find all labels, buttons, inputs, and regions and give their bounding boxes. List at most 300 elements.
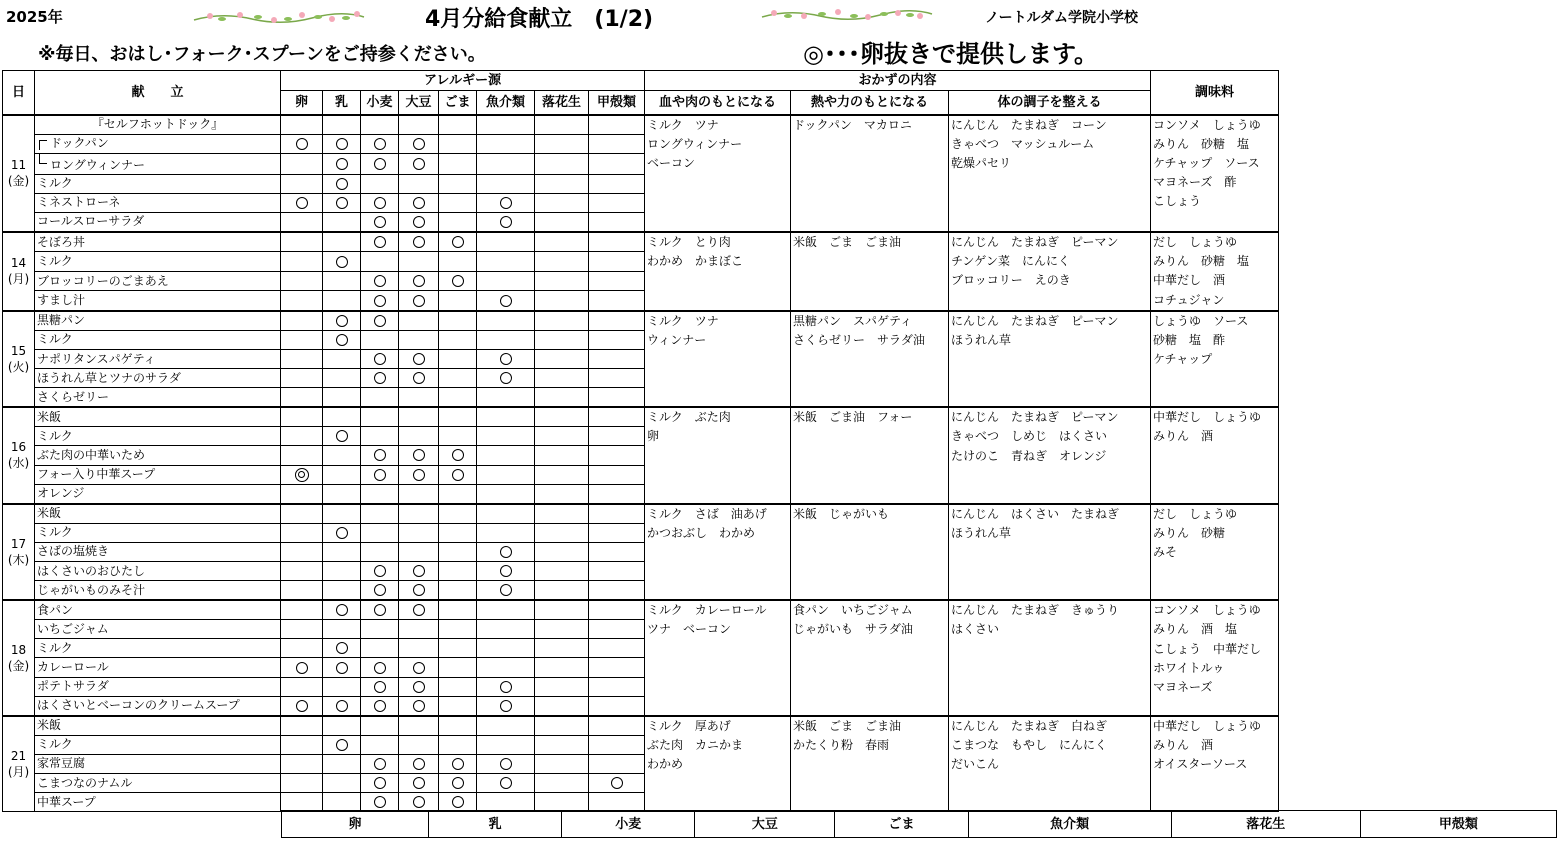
allergen-circle-icon (374, 216, 386, 228)
allergen-cell (589, 484, 645, 504)
allergen-circle-icon (296, 197, 308, 209)
dish-cell (35, 388, 281, 408)
day-of-week: (金) (7, 658, 30, 673)
blood-line: かつおぶし わかめ (647, 525, 756, 540)
blood-cell (645, 232, 791, 311)
allergen-cell (281, 311, 323, 331)
allergen-cell (399, 311, 439, 331)
body-cell (949, 504, 1151, 600)
seasoning-line: みそ (1153, 545, 1178, 560)
body-line: ほうれん草 (951, 525, 1012, 540)
allergen-cell (535, 212, 589, 232)
allergen-cell (439, 600, 477, 620)
dish-cell (35, 232, 281, 252)
day-cell (3, 600, 35, 716)
allergen-circle-icon (336, 315, 348, 327)
dish-name: ぶた肉の中華いため (37, 447, 146, 462)
allergen-cell (589, 212, 645, 232)
allergen-circle-icon (374, 604, 386, 616)
allergen-cell (477, 388, 535, 408)
energy-cell (791, 716, 949, 812)
allergen-cell (399, 793, 439, 812)
allergen-cell (399, 193, 439, 212)
allergen-cell (361, 620, 399, 639)
day-number: 18 (10, 642, 27, 657)
body-line: こまつな もやし にんにく (951, 737, 1108, 752)
blood-line: ミルク ツナ (647, 313, 719, 328)
allergen-cell (589, 735, 645, 754)
allergen-cell (323, 193, 361, 212)
day-cell (3, 311, 35, 407)
allergen-circle-icon (374, 681, 386, 693)
allergen-cell (439, 562, 477, 581)
header-blood: 血や肉のもとになる (645, 91, 791, 115)
allergen-circle-icon (452, 777, 464, 789)
dish-name: こまつなのナムル (37, 775, 133, 790)
allergen-cell (439, 330, 477, 349)
day-of-week: (水) (7, 456, 30, 471)
seasoning-line: マヨネーズ (1153, 680, 1213, 694)
energy-line: ドックパン マカロニ (793, 117, 912, 132)
allergen-cell (535, 600, 589, 620)
seasoning-cell (1151, 311, 1279, 407)
allergen-cell (361, 271, 399, 290)
allergen-cell (323, 232, 361, 252)
allergen-cell (477, 696, 535, 716)
allergen-cell (281, 658, 323, 677)
allergen-cell (323, 271, 361, 290)
allergen-cell (535, 134, 589, 153)
allergen-cell (535, 754, 589, 773)
allergen-cell (323, 349, 361, 368)
dish-cell (35, 620, 281, 639)
blood-line: ベーコン (647, 155, 696, 170)
footer-allergen: 落花生 (1171, 811, 1360, 838)
allergen-cell (399, 232, 439, 252)
allergen-circle-icon (413, 236, 425, 248)
allergen-cell (323, 330, 361, 349)
allergen-circle-icon (413, 295, 425, 307)
allergen-cell (399, 115, 439, 135)
allergen-circle-icon (296, 138, 308, 150)
allergen-cell (477, 600, 535, 620)
allergen-cell (361, 407, 399, 427)
allergen-cell (323, 465, 361, 484)
allergen-cell (477, 349, 535, 368)
allergen-cell (323, 774, 361, 793)
allergen-cell (323, 291, 361, 311)
allergen-cell (439, 620, 477, 639)
allergen-circle-icon (374, 758, 386, 770)
allergen-cell (399, 581, 439, 601)
allergen-cell (399, 427, 439, 446)
allergen-cell (323, 369, 361, 388)
allergen-cell (323, 504, 361, 524)
allergen-circle-icon (500, 758, 512, 770)
body-cell (949, 600, 1151, 716)
dish-name: はくさいのおひたし (37, 563, 146, 578)
allergen-cell (361, 446, 399, 465)
seasoning-line: オイスターソース (1153, 757, 1248, 772)
menu-table (2, 70, 1279, 812)
allergen-cell (361, 134, 399, 153)
body-line: にんじん たまねぎ 白ねぎ (951, 718, 1108, 733)
day-number: 11 (10, 158, 27, 173)
blood-line: ミルク ぶた肉 (647, 410, 731, 425)
allergen-cell (361, 658, 399, 677)
allergen-cell (281, 754, 323, 773)
dish-name: ミルク (37, 525, 73, 540)
allergen-cell (399, 349, 439, 368)
allergen-cell (477, 232, 535, 252)
allergen-circle-icon (413, 565, 425, 577)
allergen-circle-icon (336, 256, 348, 268)
allergen-cell (439, 153, 477, 174)
dish-cell (35, 193, 281, 212)
dish-name: すまし汁 (37, 293, 86, 308)
allergen-cell (361, 793, 399, 812)
allergen-cell (361, 115, 399, 135)
allergen-cell (361, 484, 399, 504)
energy-line: 米飯 ごま ごま油 (793, 718, 902, 733)
allergen-cell (323, 407, 361, 427)
allergen-cell (589, 232, 645, 252)
energy-line: 黒糖パン スパゲティ (793, 313, 913, 328)
allergen-cell (477, 369, 535, 388)
seasoning-line: みりん 酒 塩 (1153, 622, 1238, 637)
menu-row (3, 407, 1279, 427)
allergen-circle-icon (374, 796, 386, 808)
allergen-circle-icon (374, 372, 386, 384)
allergen-cell (439, 581, 477, 601)
day-of-week: (木) (7, 552, 30, 567)
allergen-circle-icon (500, 372, 512, 384)
allergen-circle-icon (374, 158, 386, 170)
allergen-cell (589, 446, 645, 465)
allergen-circle-icon (500, 197, 512, 209)
allergen-cell (399, 388, 439, 408)
allergen-cell (361, 212, 399, 232)
allergen-cell (477, 562, 535, 581)
allergen-cell (477, 407, 535, 427)
allergen-cell (477, 427, 535, 446)
blood-line: ミルク とり肉 (647, 234, 731, 249)
allergen-cell (399, 600, 439, 620)
allergen-cell (439, 542, 477, 561)
footer-allergen: 小麦 (562, 811, 695, 838)
allergen-circle-icon (500, 584, 512, 596)
allergen-cell (477, 658, 535, 677)
allergen-cell (281, 271, 323, 290)
dish-cell (35, 311, 281, 331)
dish-cell (35, 754, 281, 773)
allergen-cell (589, 252, 645, 271)
blood-cell (645, 716, 791, 812)
seasoning-line: しょうゆ ソース (1153, 313, 1249, 328)
allergen-cell (589, 793, 645, 812)
allergen-cell (281, 232, 323, 252)
allergen-cell (477, 754, 535, 773)
dish-name: 米飯 (37, 718, 62, 733)
allergen-cell (589, 271, 645, 290)
seasoning-line: みりん 砂糖 塩 (1153, 254, 1250, 269)
allergen-circle-icon (413, 758, 425, 770)
day-cell (3, 407, 35, 503)
allergen-cell (439, 134, 477, 153)
allergen-circle-icon (500, 565, 512, 577)
menu-row (3, 504, 1279, 524)
allergen-cell (281, 696, 323, 716)
school-name: ノートルダム学院小学校 (985, 10, 1139, 26)
body-line: チンゲン菜 にんにく (951, 254, 1070, 269)
header-menu: 献 立 (35, 71, 281, 115)
allergen-cell (361, 369, 399, 388)
day-of-week: (月) (7, 764, 30, 779)
menu-row (3, 115, 1279, 135)
allergen-cell (361, 639, 399, 658)
allergen-cell (535, 696, 589, 716)
allergen-cell (439, 369, 477, 388)
body-line: にんじん はくさい たまねぎ (951, 506, 1120, 521)
energy-line: 食パン いちごジャム (793, 603, 913, 618)
allergen-cell (477, 465, 535, 484)
allergen-cell (361, 600, 399, 620)
allergen-cell (399, 465, 439, 484)
allergen-cell (589, 774, 645, 793)
allergen-cell (399, 484, 439, 504)
allergen-cell (589, 311, 645, 331)
dish-name: ミルク (37, 254, 73, 269)
seasoning-line: マヨネーズ 酢 (1153, 175, 1237, 190)
dish-cell (35, 153, 281, 174)
dish-name: さくらゼリー (37, 389, 110, 404)
day-cell (3, 504, 35, 600)
allergen-cell (477, 523, 535, 542)
dish-name: そぼろ丼 (37, 234, 86, 249)
dish-name: ロングウィンナー (50, 157, 146, 172)
dish-cell (35, 542, 281, 561)
allergen-circle-icon (374, 777, 386, 789)
allergen-cell (281, 523, 323, 542)
allergen-cell (323, 658, 361, 677)
day-cell (3, 115, 35, 232)
allergen-cell (589, 427, 645, 446)
energy-line: 米飯 ごま ごま油 (793, 234, 902, 249)
body-line: にんじん たまねぎ きゅうり (951, 603, 1120, 618)
header-allergy-group: アレルギー源 (281, 71, 645, 91)
seasoning-line: ケチャップ ソース (1153, 155, 1260, 170)
dish-cell (35, 446, 281, 465)
allergen-circle-icon (374, 295, 386, 307)
blood-cell (645, 311, 791, 407)
allergen-circle-icon (452, 236, 464, 248)
allergen-cell (399, 252, 439, 271)
energy-cell (791, 232, 949, 311)
menu-row (3, 600, 1279, 620)
seasoning-line: みりん 酒 (1153, 429, 1214, 444)
allergen-circle-icon (413, 777, 425, 789)
dish-cell (35, 330, 281, 349)
allergen-cell (535, 291, 589, 311)
dish-name: カレーロール (37, 660, 109, 675)
dish-cell (35, 774, 281, 793)
allergen-circle-icon (413, 796, 425, 808)
allergen-cell (399, 523, 439, 542)
seasoning-cell (1151, 407, 1279, 503)
allergen-circle-icon (611, 777, 623, 789)
allergen-circle-icon (500, 777, 512, 789)
allergen-circle-icon (500, 295, 512, 307)
dish-name: はくさいとベーコンのクリームスープ (37, 698, 240, 713)
allergen-cell (281, 407, 323, 427)
allergen-cell (535, 504, 589, 524)
footer-allergen: 大豆 (695, 811, 835, 838)
allergen-cell (535, 388, 589, 408)
bracket-mark (39, 154, 47, 164)
allergen-cell (477, 330, 535, 349)
body-line: にんじん たまねぎ ピーマン (951, 234, 1119, 249)
allergen-cell (535, 115, 589, 135)
allergen-circle-icon (452, 758, 464, 770)
header-allergen: 卵 (281, 91, 323, 115)
allergen-cell (323, 446, 361, 465)
energy-line: さくらゼリー サラダ油 (793, 332, 925, 347)
allergen-circle-icon (374, 449, 386, 461)
dish-name: ブロッコリーのごまあえ (37, 273, 169, 288)
allergen-cell (323, 523, 361, 542)
allergen-cell (439, 212, 477, 232)
allergen-cell (399, 542, 439, 561)
allergen-cell (439, 252, 477, 271)
allergen-cell (535, 716, 589, 736)
allergen-cell (589, 193, 645, 212)
body-line: ほうれん草 (951, 332, 1012, 347)
allergen-cell (439, 658, 477, 677)
blood-cell (645, 407, 791, 503)
allergen-cell (477, 620, 535, 639)
allergen-cell (281, 349, 323, 368)
seasoning-line: コチュジャン (1153, 292, 1225, 307)
dish-name: ほうれん草とツナのサラダ (37, 370, 181, 385)
seasoning-line: コンソメ しょうゆ (1153, 117, 1261, 132)
allergen-cell (477, 774, 535, 793)
allergen-cell (281, 388, 323, 408)
allergen-circle-icon (452, 469, 464, 481)
allergen-cell (399, 754, 439, 773)
allergen-cell (323, 716, 361, 736)
allergen-circle-icon (413, 158, 425, 170)
seasoning-line: みりん 酒 (1153, 737, 1214, 752)
dish-cell (35, 212, 281, 232)
allergen-circle-icon (336, 662, 348, 674)
allergen-cell (589, 600, 645, 620)
allergen-cell (477, 193, 535, 212)
blood-cell (645, 115, 791, 232)
allergen-cell (281, 504, 323, 524)
dish-name: さばの塩焼き (37, 544, 110, 559)
allergen-cell (361, 696, 399, 716)
allergen-cell (439, 291, 477, 311)
allergen-cell (323, 639, 361, 658)
allergen-cell (281, 369, 323, 388)
allergen-circle-icon (374, 353, 386, 365)
body-cell (949, 407, 1151, 503)
blood-line: ロングウィンナー (647, 136, 743, 151)
allergen-circle-icon (500, 546, 512, 558)
allergen-cell (323, 212, 361, 232)
dish-name: ミルク (37, 737, 73, 752)
dish-name: ミルク (37, 428, 73, 443)
dish-name: 米飯 (37, 409, 62, 424)
dish-cell (35, 658, 281, 677)
blood-line: ぶた肉 カニかま (647, 737, 744, 752)
allergen-cell (361, 677, 399, 696)
energy-cell (791, 407, 949, 503)
dish-cell (35, 174, 281, 193)
body-cell (949, 232, 1151, 311)
allergen-cell (281, 542, 323, 561)
allergen-cell (535, 562, 589, 581)
allergen-circle-icon (336, 334, 348, 346)
dish-name: 米飯 (37, 506, 62, 521)
allergen-cell (361, 562, 399, 581)
body-cell (949, 115, 1151, 232)
allergen-cell (323, 484, 361, 504)
allergen-cell (399, 677, 439, 696)
allergen-cell (477, 311, 535, 331)
blood-line: ミルク 厚あげ (647, 718, 731, 733)
allergen-cell (281, 115, 323, 135)
allergen-circle-icon (336, 138, 348, 150)
allergen-cell (589, 465, 645, 484)
header-content-group: おかずの内容 (645, 71, 1151, 91)
allergen-cell (399, 212, 439, 232)
allergen-circle-icon (336, 604, 348, 616)
allergen-cell (589, 369, 645, 388)
allergen-cell (589, 153, 645, 174)
allergen-cell (281, 134, 323, 153)
allergen-cell (439, 484, 477, 504)
allergen-cell (439, 271, 477, 290)
allergen-cell (589, 388, 645, 408)
allergen-cell (399, 562, 439, 581)
seasoning-line: 中華だし しょうゆ (1153, 410, 1262, 425)
day-number: 17 (10, 536, 27, 551)
footer-allergen: 魚介類 (968, 811, 1171, 838)
allergen-circle-icon (374, 662, 386, 674)
header-allergen: 甲殻類 (589, 91, 645, 115)
energy-cell (791, 504, 949, 600)
blood-line: ミルク ツナ (647, 117, 719, 132)
allergen-cell (535, 735, 589, 754)
allergen-cell (281, 330, 323, 349)
seasoning-line: 砂糖 塩 酢 (1153, 332, 1226, 347)
allergen-cell (399, 639, 439, 658)
allergen-cell (535, 271, 589, 290)
allergen-cell (323, 754, 361, 773)
allergen-cell (589, 754, 645, 773)
allergen-cell (399, 134, 439, 153)
footer-allergen: 卵 (282, 811, 429, 838)
dish-cell (35, 465, 281, 484)
dish-cell (35, 793, 281, 812)
blood-line: 卵 (647, 429, 660, 444)
allergen-circle-icon (374, 275, 386, 287)
body-line: きゃべつ しめじ はくさい (951, 429, 1108, 444)
allergen-cell (439, 349, 477, 368)
allergen-cell (323, 581, 361, 601)
allergen-cell (589, 330, 645, 349)
